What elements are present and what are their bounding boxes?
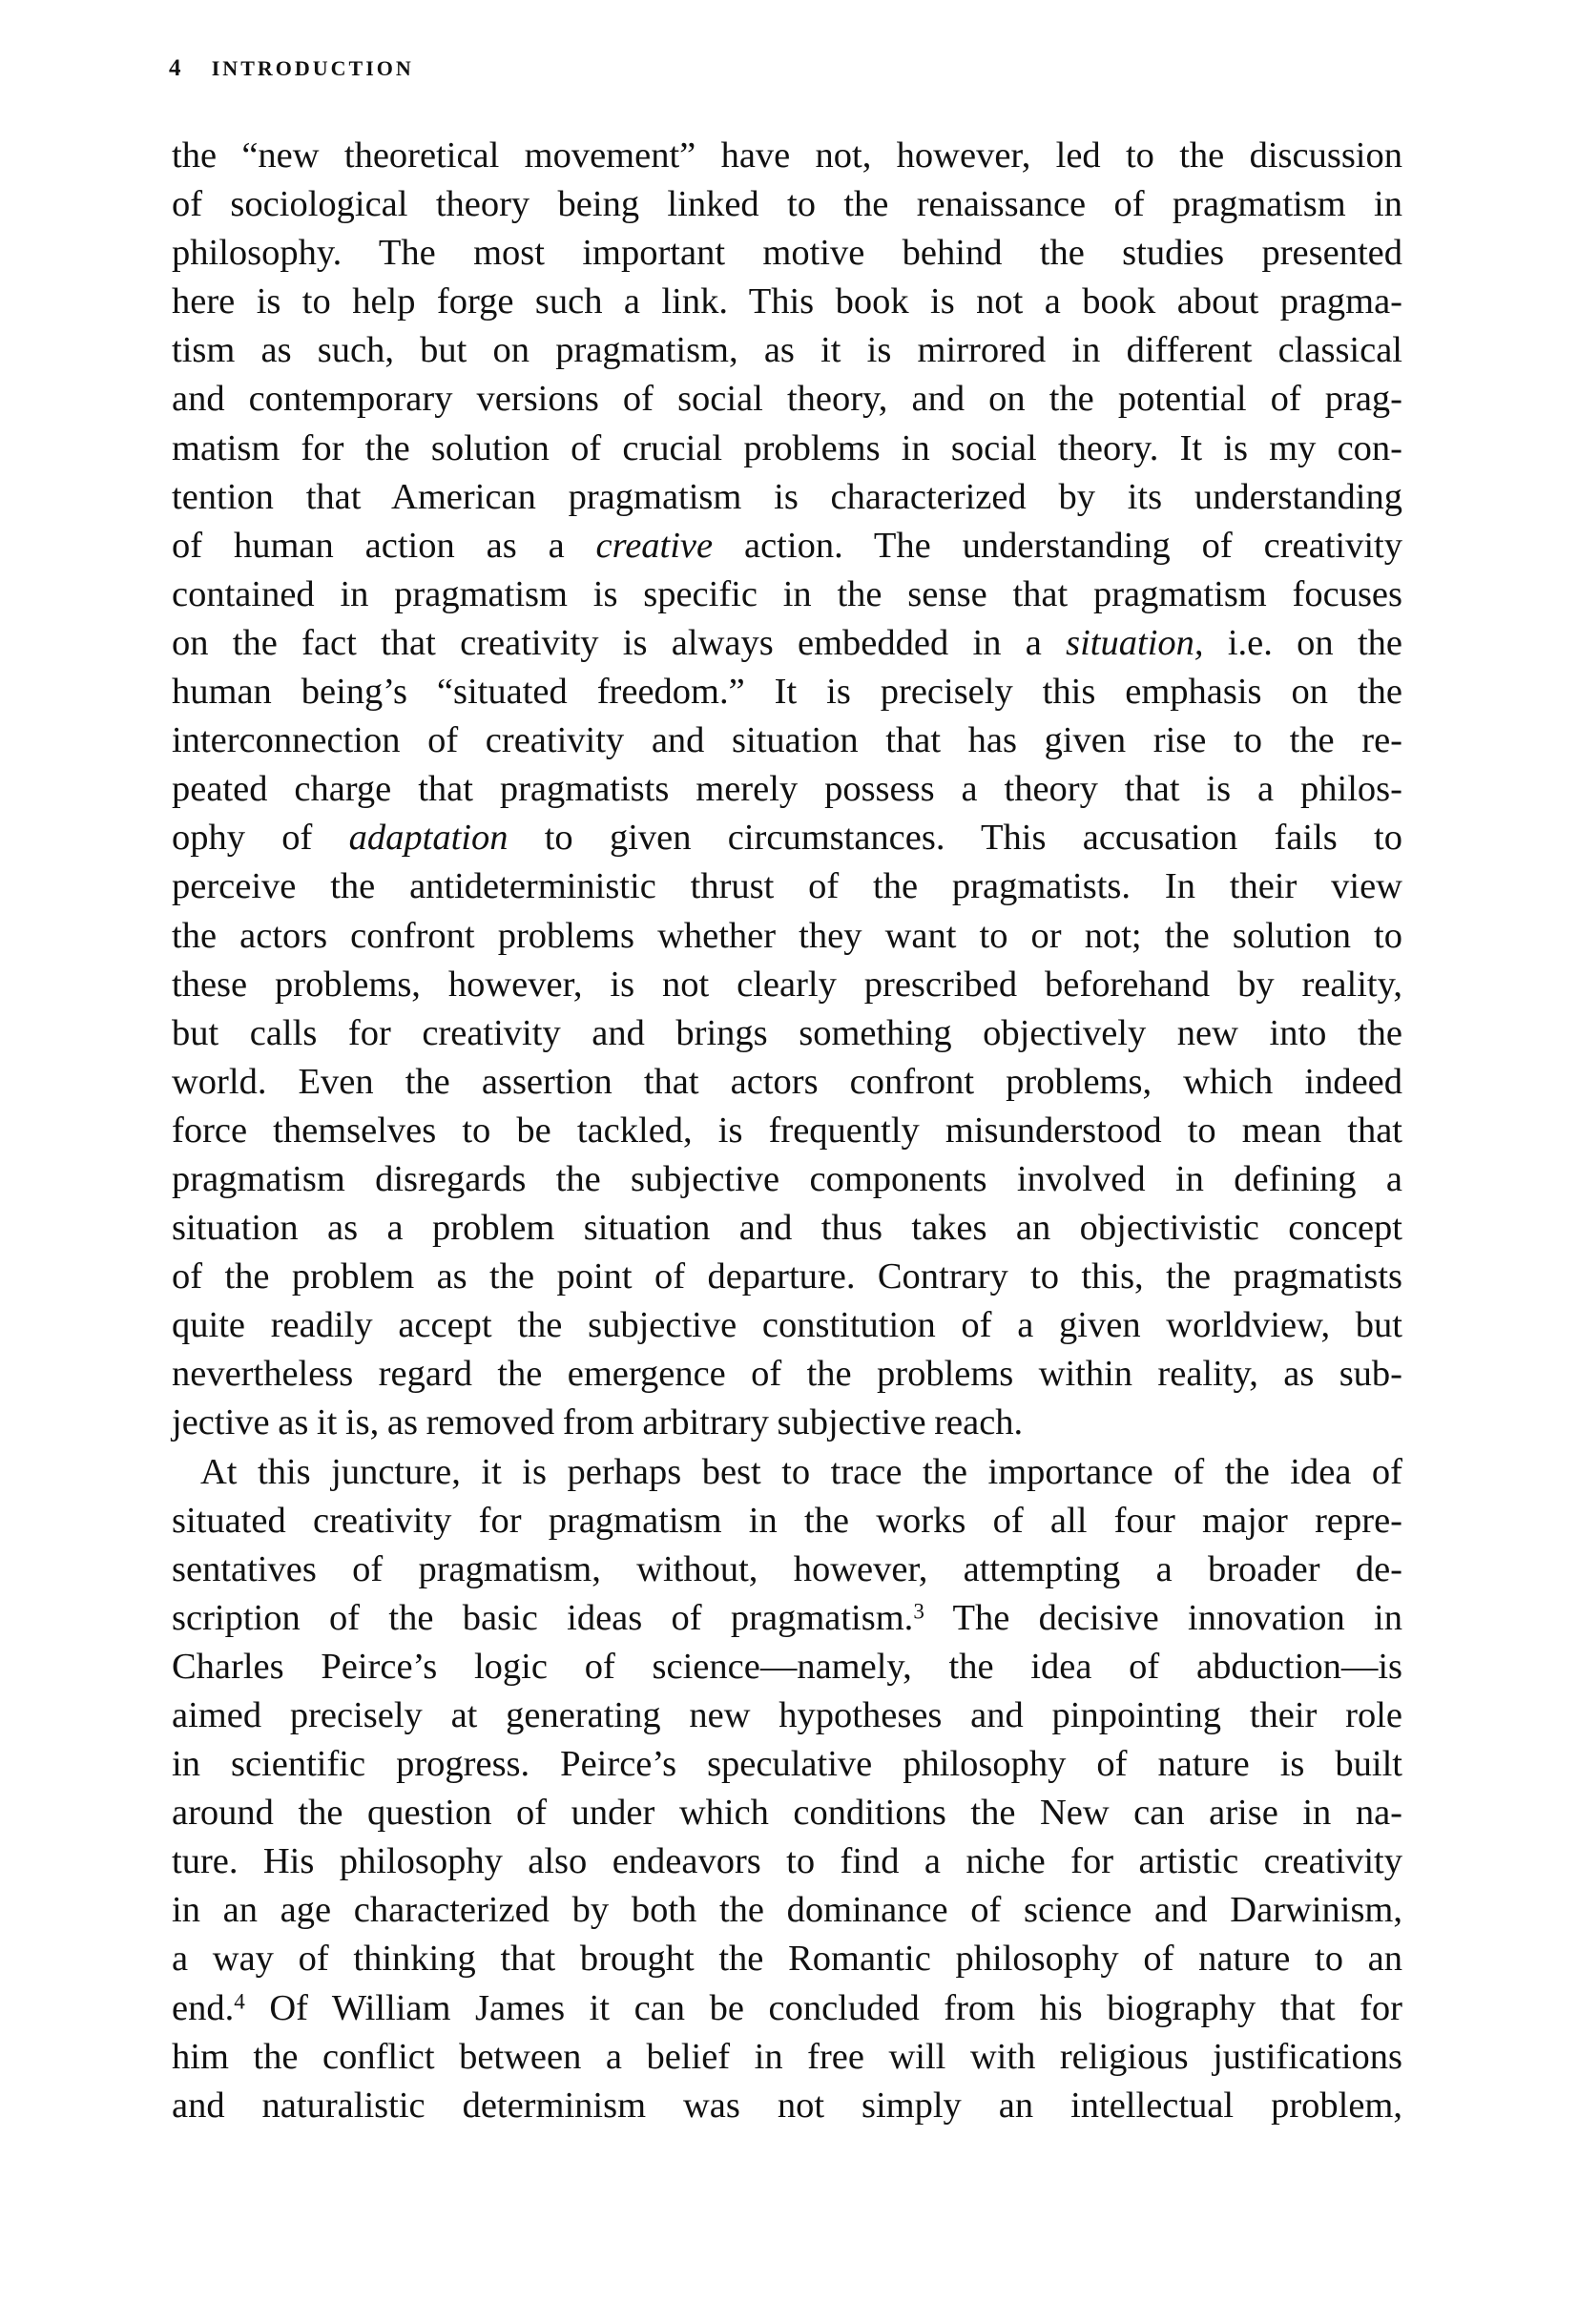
text-line: of sociological theory being linked to the renaissance of pragmatism in — [172, 184, 1402, 225]
text-line: the actors confront problems whether they want to or not; the solution to — [172, 915, 1402, 956]
text-line: perceive the antideterministic thrust of the pragmatists. In their view — [172, 866, 1402, 907]
text-line — [172, 619, 1402, 668]
running-title: INTRODUCTION — [211, 56, 414, 80]
text-span: The decisive innovation in — [924, 1597, 1402, 1638]
text-span: action. The understanding of creativity — [713, 525, 1402, 566]
text-line: At this juncture, it is perhaps best to trace the importance of the idea of — [200, 1451, 1402, 1492]
text-line: in scientific progress. Peirce’s speculative philosophy of nature is built — [172, 1744, 1402, 1785]
paragraph — [172, 1448, 1402, 2130]
text-line — [172, 1984, 1402, 2033]
text-line: tism as such, but on pragmatism, as it is mirrored in different classical — [172, 330, 1402, 371]
text-line: matism for the solution of crucial problems in social theory. It is my con- — [172, 427, 1402, 468]
italic-text: adaptation — [348, 818, 509, 859]
footnote-marker: 3 — [913, 1598, 924, 1624]
text-line: force themselves to be tackled, is frequently misunderstood to mean that — [172, 1110, 1402, 1151]
text-line: here is to help forge such a link. This book is not a book about pragma- — [172, 281, 1402, 322]
text-line: human being’s “situated freedom.” It is precisely this emphasis on the — [172, 672, 1402, 713]
paragraph — [172, 132, 1402, 1448]
text-line — [172, 522, 1402, 571]
text-line: world. Even the assertion that actors confront problems, which indeed — [172, 1061, 1402, 1102]
text-span: Of William James it can be concluded from his biography that for — [244, 1987, 1402, 2028]
text-line: around the question of under which conditions the New can arise in na- — [172, 1793, 1402, 1834]
text-line: ture. His philosophy also endeavors to find a niche for artistic creativity — [172, 1841, 1402, 1882]
text-line: and contemporary versions of social theory, and on the potential of prag- — [172, 379, 1402, 420]
italic-text: creative — [595, 525, 714, 566]
running-header — [169, 53, 414, 84]
footnote-marker: 4 — [234, 1988, 245, 2014]
text-span: of human action as a — [172, 525, 596, 566]
text-line: and naturalistic determinism was not simply an intellectual problem, — [172, 2085, 1402, 2126]
text-line: him the conflict between a belief in free will with religious justifications — [172, 2036, 1402, 2077]
text-line: jective as it is, as removed from arbitrary subjective reach. — [172, 1402, 1024, 1443]
text-line: these problems, however, is not clearly prescribed beforehand by reality, — [172, 964, 1402, 1005]
text-line: philosophy. The most important motive behind the studies presented — [172, 233, 1402, 274]
text-line: contained in pragmatism is specific in the sense that pragmatism focuses — [172, 573, 1402, 614]
text-line: the “new theoretical movement” have not, however, led to the discussion — [172, 135, 1402, 176]
body-text — [172, 132, 1402, 2130]
text-span: scription of the basic ideas of pragmatism. — [172, 1597, 914, 1638]
text-span: i.e. on the — [1203, 622, 1402, 663]
text-line: aimed precisely at generating new hypotheses and pinpointing their role — [172, 1695, 1402, 1735]
text-line: quite readily accept the subjective constitution of a given worldview, but — [172, 1305, 1402, 1346]
text-span: on the fact that creativity is always embedded in a — [172, 622, 1067, 663]
text-line: in an age characterized by both the dominance of science and Darwinism, — [172, 1890, 1402, 1931]
text-line: interconnection of creativity and situation that has given rise to the re- — [172, 720, 1402, 761]
text-line: nevertheless regard the emergence of the problems within reality, as sub- — [172, 1354, 1402, 1395]
text-span: to given circumstances. This accusation fails to — [508, 818, 1402, 859]
text-line: tention that American pragmatism is characterized by its understanding — [172, 476, 1402, 517]
text-line: situation as a problem situation and thus takes an objectivistic concept — [172, 1208, 1402, 1249]
text-line: situated creativity for pragmatism in the works of all four major repre- — [172, 1500, 1402, 1541]
text-line — [172, 1594, 1402, 1643]
text-span: end. — [172, 1987, 235, 2028]
text-line: Charles Peirce’s logic of science—namely, the idea of abduction—is — [172, 1646, 1402, 1687]
text-line: but calls for creativity and brings something objectively new into the — [172, 1012, 1402, 1053]
text-line: a way of thinking that brought the Romantic philosophy of nature to an — [172, 1939, 1402, 1980]
text-span: ophy of — [172, 818, 349, 859]
italic-text: situation, — [1066, 622, 1204, 663]
text-line: peated charge that pragmatists merely possess a theory that is a philos- — [172, 769, 1402, 810]
text-line: pragmatism disregards the subjective components involved in defining a — [172, 1158, 1402, 1199]
text-line: sentatives of pragmatism, without, however, attempting a broader de- — [172, 1548, 1402, 1589]
text-line: of the problem as the point of departure. Contrary to this, the pragmatists — [172, 1256, 1402, 1297]
page-number: 4 — [169, 55, 181, 81]
text-line — [172, 814, 1402, 862]
